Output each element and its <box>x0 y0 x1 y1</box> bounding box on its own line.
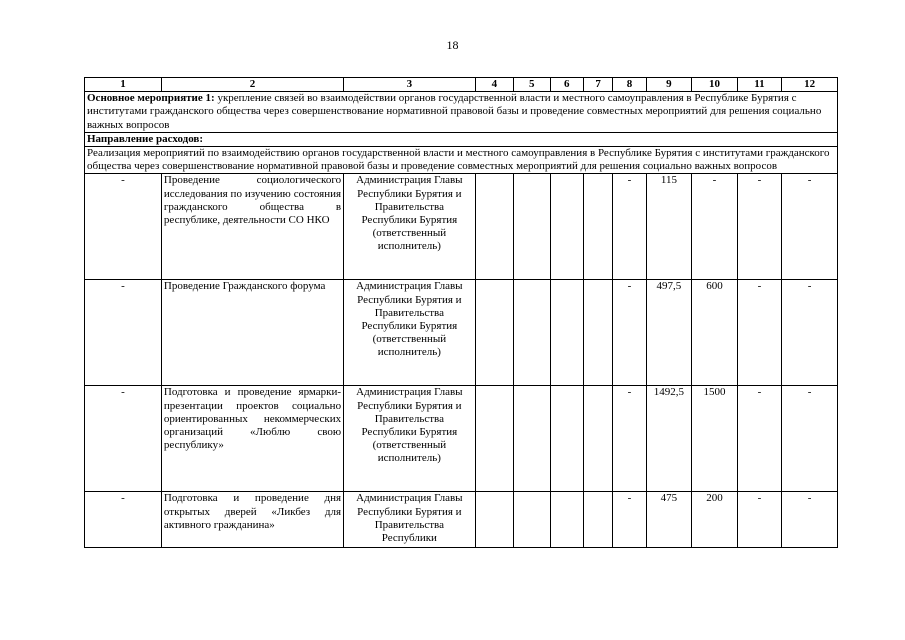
table-row <box>85 386 838 492</box>
main-event-cell <box>85 92 838 133</box>
executor-cell: Администрация Главы Республики Бурятия и Правительства Республики <box>344 492 476 548</box>
table-cell: 1500 <box>692 386 738 492</box>
column-header: 6 <box>550 78 583 92</box>
table-cell: 1492,5 <box>646 386 692 492</box>
event-name-cell: Проведение Гражданского форума <box>161 280 343 386</box>
table-cell: - <box>782 280 838 386</box>
table-cell: - <box>737 386 782 492</box>
table-cell <box>475 174 513 280</box>
row-number-cell: - <box>85 386 162 492</box>
executor-cell: Администрация Главы Республики Бурятия и Правительства Республики Бурятия (ответственный исполнитель) <box>344 280 476 386</box>
executor-cell: Администрация Главы Республики Бурятия и Правительства Республики Бурятия (ответственный исполнитель) <box>344 174 476 280</box>
table-cell: - <box>613 386 646 492</box>
main-event-text: укрепление связей во взаимодействии органов государственной власти и местного самоуправления в Республике Бурятия с институтами гражданского общества через совершенствование нормативной правовой базы и проведение совместных мероприятий для решения социально важных вопросов <box>87 92 822 131</box>
row-number-cell: - <box>85 280 162 386</box>
table-cell <box>475 492 513 548</box>
event-name-cell: Подготовка и проведение ярмарки-презентации проектов социально ориентированных некоммерческих организаций «Люблю свою республику» <box>161 386 343 492</box>
expenses-label-row <box>85 132 838 146</box>
table-cell <box>583 492 612 548</box>
expenses-text-row <box>85 147 838 174</box>
table-cell <box>583 280 612 386</box>
table-cell: - <box>782 492 838 548</box>
table-cell <box>514 386 550 492</box>
table-cell <box>475 386 513 492</box>
table-cell: - <box>782 174 838 280</box>
row-number-cell: - <box>85 492 162 548</box>
table-cell <box>550 386 583 492</box>
program-table <box>84 77 838 548</box>
main-event-row <box>85 92 838 133</box>
event-name-cell: Проведение социологического исследования по изучению состояния гражданского общества в республике, деятельности СО НКО <box>161 174 343 280</box>
table-cell: 475 <box>646 492 692 548</box>
column-header: 3 <box>344 78 476 92</box>
table-cell: 115 <box>646 174 692 280</box>
table-cell <box>583 386 612 492</box>
table-cell: - <box>782 386 838 492</box>
table-cell <box>550 280 583 386</box>
table-row <box>85 492 838 548</box>
table-cell <box>514 174 550 280</box>
row-number-cell: - <box>85 174 162 280</box>
column-header: 1 <box>85 78 162 92</box>
table-cell: - <box>737 280 782 386</box>
column-header: 10 <box>692 78 738 92</box>
table-cell: - <box>613 492 646 548</box>
table-cell: - <box>737 174 782 280</box>
column-header: 7 <box>583 78 612 92</box>
table-cell: 200 <box>692 492 738 548</box>
expenses-label: Направление расходов: <box>85 132 838 146</box>
header-row <box>85 78 838 92</box>
column-header: 11 <box>737 78 782 92</box>
table-cell: - <box>692 174 738 280</box>
page-number: 18 <box>446 38 459 52</box>
table-cell <box>514 280 550 386</box>
table-cell: 497,5 <box>646 280 692 386</box>
table-cell <box>583 174 612 280</box>
main-event-label: Основное мероприятие 1: <box>87 92 215 105</box>
table-cell <box>514 492 550 548</box>
table-cell: - <box>613 174 646 280</box>
expenses-text: Реализация мероприятий по взаимодействию органов государственной власти и местного самоуправления в Республике Бурятия с институтами гражданского общества через совершенствование нормативной правовой базы и проведение совместных мероприятий для решения социально важных вопросов <box>85 147 838 174</box>
column-header: 8 <box>613 78 646 92</box>
table-cell: - <box>737 492 782 548</box>
event-name-cell: Подготовка и проведение дня открытых дверей «Ликбез для активного гражданина» <box>161 492 343 548</box>
table-cell <box>550 174 583 280</box>
column-header: 2 <box>161 78 343 92</box>
column-header: 12 <box>782 78 838 92</box>
table-cell <box>475 280 513 386</box>
table-cell: 600 <box>692 280 738 386</box>
column-header: 9 <box>646 78 692 92</box>
column-header: 5 <box>514 78 550 92</box>
column-header: 4 <box>475 78 513 92</box>
table-cell <box>550 492 583 548</box>
executor-cell: Администрация Главы Республики Бурятия и Правительства Республики Бурятия (ответственный исполнитель) <box>344 386 476 492</box>
table-row <box>85 174 838 280</box>
table-row <box>85 280 838 386</box>
table-cell: - <box>613 280 646 386</box>
